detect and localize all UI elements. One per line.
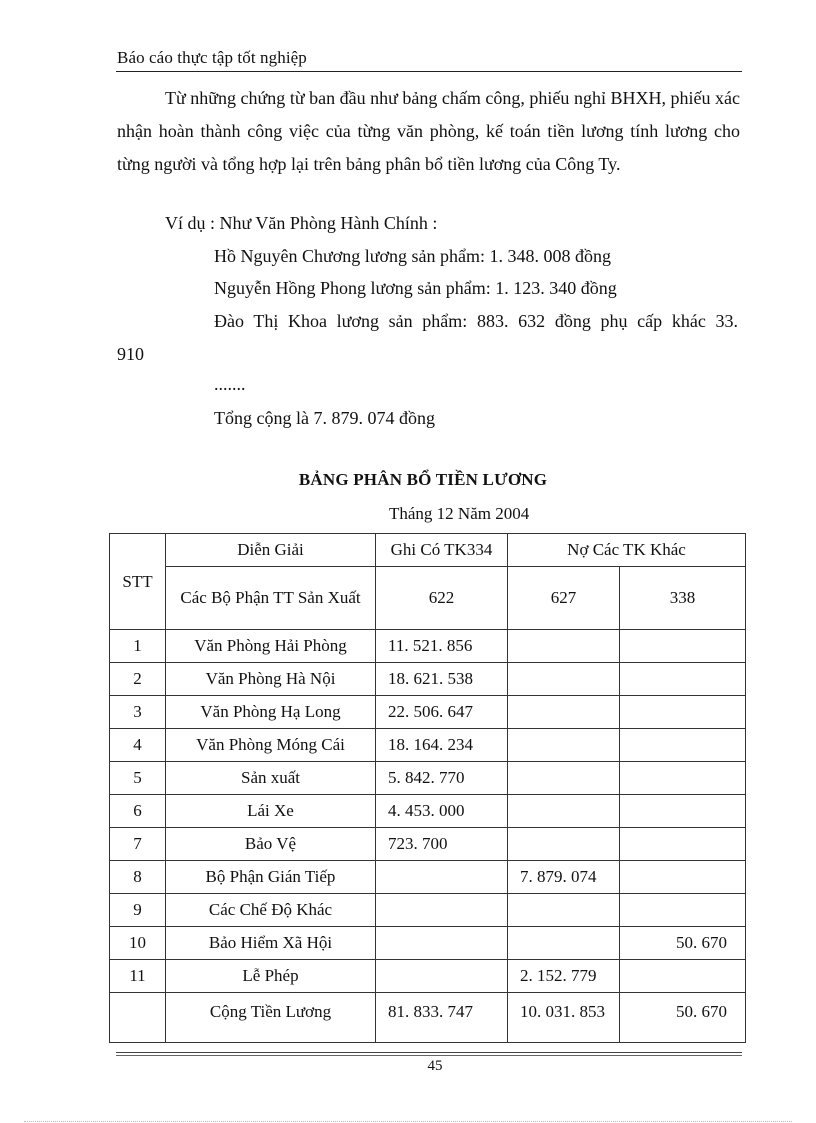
row-value-622: 22. 506. 647: [376, 696, 508, 729]
row-stt: 3: [110, 696, 166, 729]
row-stt: 8: [110, 861, 166, 894]
table-row: [110, 960, 746, 993]
row-name: Bảo Vệ: [166, 828, 376, 861]
row-stt: 4: [110, 729, 166, 762]
row-stt: 1: [110, 630, 166, 663]
header-title: Báo cáo thực tập tốt nghiệp: [117, 48, 307, 67]
row-value-627: [508, 828, 620, 861]
header-627: 627: [508, 567, 620, 630]
header-dien-giai: Diễn Giải: [166, 534, 376, 567]
row-name: Sản xuất: [166, 762, 376, 795]
row-value-627: [508, 927, 620, 960]
table-row: [110, 696, 746, 729]
row-value-627: [508, 630, 620, 663]
salary-allocation-table: [109, 533, 746, 1043]
row-value-338: [620, 828, 746, 861]
header-ghi-co: Ghi Có TK334: [376, 534, 508, 567]
row-value-627: [508, 729, 620, 762]
row-stt: 9: [110, 894, 166, 927]
table-row: [110, 795, 746, 828]
header-no-cac-tk: Nợ Các TK Khác: [508, 534, 746, 567]
row-name: Lái Xe: [166, 795, 376, 828]
footer-rule-secondary: [116, 1055, 742, 1056]
table-row: [110, 630, 746, 663]
row-stt: 5: [110, 762, 166, 795]
row-value-622: 11. 521. 856: [376, 630, 508, 663]
row-value-622: 18. 621. 538: [376, 663, 508, 696]
row-name: Văn Phòng Hải Phòng: [166, 630, 376, 663]
row-value-338: [620, 696, 746, 729]
row-value-622: 5. 842. 770: [376, 762, 508, 795]
table-subtitle: Tháng 12 Năm 2004: [389, 504, 530, 523]
row-value-338: [620, 795, 746, 828]
row-value-622: [376, 861, 508, 894]
example-line-2: Nguyễn Hồng Phong lương sản phẩm: 1. 123. 340 đồng: [214, 278, 617, 298]
table-row: [110, 861, 746, 894]
row-value-627: [508, 663, 620, 696]
row-value-338: 50. 670: [620, 927, 746, 960]
row-value-622: 4. 453. 000: [376, 795, 508, 828]
page-number: 45: [427, 1058, 443, 1074]
table-row: [110, 762, 746, 795]
row-value-627: [508, 894, 620, 927]
row-value-627: [508, 696, 620, 729]
table-header-row-1: [110, 534, 746, 567]
table-row: [110, 894, 746, 927]
total-name: Cộng Tiền Lương: [166, 993, 376, 1043]
table-row: [110, 729, 746, 762]
table-header-row-2: [110, 567, 746, 630]
row-name: Bộ Phận Gián Tiếp: [166, 861, 376, 894]
body-paragraph: Từ những chứng từ ban đầu như bảng chấm công, phiếu nghỉ BHXH, phiếu xác nhận hoàn thành công việc của từng văn phòng, kế toán tiền lương tính lương cho từng người và tổng hợp lại trên bảng phân bổ tiền lương của Công Ty.: [117, 88, 740, 174]
row-value-338: [620, 729, 746, 762]
header-338: 338: [620, 567, 746, 630]
total-value-338: 50. 670: [620, 993, 746, 1043]
table-row: [110, 927, 746, 960]
row-value-338: [620, 960, 746, 993]
total-value-622: 81. 833. 747: [376, 993, 508, 1043]
example-line-1: Hồ Nguyên Chương lương sản phẩm: 1. 348. 008 đồng: [214, 246, 612, 266]
row-value-338: [620, 630, 746, 663]
example-intro: Ví dụ : Như Văn Phòng Hành Chính :: [165, 213, 438, 233]
row-value-627: [508, 762, 620, 795]
row-value-622: 723. 700: [376, 828, 508, 861]
row-value-338: [620, 663, 746, 696]
header-bo-phan: Các Bộ Phận TT Sản Xuất: [166, 567, 376, 630]
row-value-627: 7. 879. 074: [508, 861, 620, 894]
table-total-row: [110, 993, 746, 1043]
row-name: Các Chế Độ Khác: [166, 894, 376, 927]
footer-rule: [116, 1052, 742, 1053]
total-value-627: 10. 031. 853: [508, 993, 620, 1043]
row-value-338: [620, 894, 746, 927]
row-name: Văn Phòng Hà Nội: [166, 663, 376, 696]
row-name: Bảo Hiểm Xã Hội: [166, 927, 376, 960]
row-value-627: [508, 795, 620, 828]
header-stt: STT: [110, 534, 166, 630]
row-value-338: [620, 861, 746, 894]
row-stt: 6: [110, 795, 166, 828]
row-stt: 2: [110, 663, 166, 696]
row-name: Văn Phòng Móng Cái: [166, 729, 376, 762]
table-title: BẢNG PHÂN BỔ TIỀN LƯƠNG: [298, 470, 548, 489]
table-row: [110, 663, 746, 696]
ellipsis: .......: [214, 374, 246, 394]
row-value-338: [620, 762, 746, 795]
example-line-3-continued: 910: [117, 344, 144, 364]
row-stt: 7: [110, 828, 166, 861]
row-name: Lễ Phép: [166, 960, 376, 993]
header-622: 622: [376, 567, 508, 630]
total-stt: [110, 993, 166, 1043]
row-value-627: 2. 152. 779: [508, 960, 620, 993]
row-stt: 11: [110, 960, 166, 993]
row-name: Văn Phòng Hạ Long: [166, 696, 376, 729]
row-value-622: [376, 927, 508, 960]
example-line-3: Đào Thị Khoa lương sản phẩm: 883. 632 đồng phụ cấp khác 33.: [214, 311, 738, 331]
total-line: Tổng cộng là 7. 879. 074 đồng: [214, 408, 435, 428]
row-value-622: [376, 960, 508, 993]
header-rule: [116, 71, 742, 72]
row-value-622: [376, 894, 508, 927]
table-row: [110, 828, 746, 861]
row-value-622: 18. 164. 234: [376, 729, 508, 762]
row-stt: 10: [110, 927, 166, 960]
page-bottom-border: [24, 1121, 792, 1122]
